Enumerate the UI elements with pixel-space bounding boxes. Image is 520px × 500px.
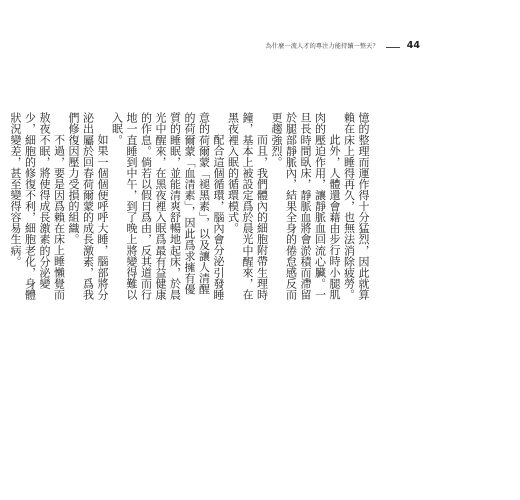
running-header xyxy=(0,40,420,51)
body-text xyxy=(9,112,370,302)
paragraph: 此外，人體還會藉由步行時小腿肌肉的壓迫作用，讓靜脈血回流心臟。一旦長時間臥床，靜脈血將會淤積而滯留於腿部靜脈內，結果全身的倦怠感反而更趨強烈。 xyxy=(270,112,341,300)
header-divider xyxy=(386,47,400,48)
paragraph: 不過，要是因爲賴在床上睡懶覺而敖夜不眠，將使得成長激素的分泌變少，細胞的修復不利，細胞老化，身體狀況變差，甚至變得容易生病。 xyxy=(9,112,66,300)
running-header-title: 為什麼一流人才的專注力能持續一整天？ xyxy=(265,43,379,50)
paragraph: 憶的整理而運作得十分猛烈，因此就算賴在床上睡得再久，也無法消除疲勞。 xyxy=(342,112,370,300)
paragraph: 配合這個循環，腦內會分泌引發睡意的荷爾蒙「褪黑素」，以及讓人清醒的荷爾蒙「血清素」，因此爲求擁有優質的睡眠，並能清爽舒暢地起床，於晨光中醒來，在黑夜裡入眠爲最有益健康的作息。倘若以假日爲由，反其道而行地一直睡到中午，到了晚上將變得難以入眠。 xyxy=(110,112,225,300)
page-number: 44 xyxy=(406,40,420,51)
paragraph: 而且，我們體內的細胞附帶生理時鐘，基本上被設定爲於晨光中醒來，在黑夜裡入眠的循環模式。 xyxy=(226,112,269,300)
paragraph: 如果一個個便呼呼大睡，腦部將分泌出屬於回春荷爾蒙的成長激素，爲我們修復因壓力受損的組織。 xyxy=(67,112,109,300)
